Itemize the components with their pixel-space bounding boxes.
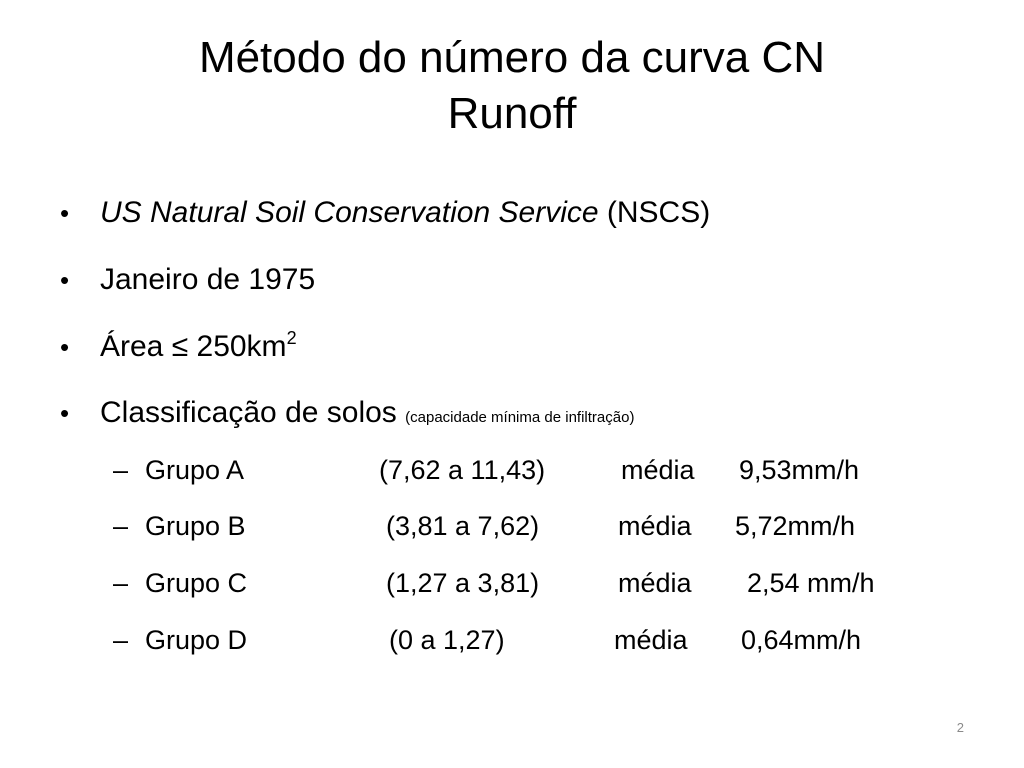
bullet-plain-text: Área ≤ 250km xyxy=(100,330,287,363)
bullet-italic-text: US Natural Soil Conservation Service xyxy=(100,196,599,229)
bullet-text xyxy=(100,393,634,438)
group-name: Grupo C xyxy=(145,568,248,598)
bullet-icon: • xyxy=(60,198,70,228)
bullet-text: Janeiro de 1975 xyxy=(100,263,316,296)
dash-icon: – xyxy=(113,568,129,598)
group-name: Grupo B xyxy=(145,511,246,541)
group-row xyxy=(113,508,963,544)
dash-icon: – xyxy=(113,625,129,655)
bullet-icon: • xyxy=(60,332,70,362)
group-row xyxy=(113,622,963,658)
dash-icon: – xyxy=(113,455,129,485)
bullet-plain-text: (NSCS) xyxy=(598,196,711,229)
group-name: Grupo D xyxy=(145,625,248,655)
bullet-plain-text: Classificação de solos xyxy=(100,396,406,429)
group-average-label: média xyxy=(618,568,692,598)
group-average-label: média xyxy=(621,455,695,485)
bullet-icon: • xyxy=(60,265,70,295)
group-average-value: 2,54 mm/h xyxy=(747,568,875,598)
bullet-icon: • xyxy=(60,398,70,428)
bullet-text xyxy=(100,327,297,370)
group-average-value: 9,53mm/h xyxy=(739,455,860,485)
group-range: (3,81 a 7,62) xyxy=(386,511,540,541)
group-row xyxy=(113,565,963,601)
group-row xyxy=(113,452,963,488)
group-average-value: 0,64mm/h xyxy=(741,625,862,655)
group-range: (0 a 1,27) xyxy=(389,625,505,655)
bullet-text xyxy=(100,193,710,233)
group-name: Grupo A xyxy=(145,455,245,485)
group-average-label: média xyxy=(618,511,692,541)
title-line-1: Método do número da curva CN xyxy=(198,33,826,82)
title-line-2: Runoff xyxy=(447,89,577,138)
page-number: 2 xyxy=(956,720,964,735)
slide-title xyxy=(60,30,964,142)
group-range: (1,27 a 3,81) xyxy=(386,568,540,598)
dash-icon: – xyxy=(113,511,129,541)
superscript: 2 xyxy=(286,328,297,348)
group-average-value: 5,72mm/h xyxy=(735,511,856,541)
bullet-note: (capacidade mínima de infiltração) xyxy=(405,409,635,426)
group-range: (7,62 a 11,43) xyxy=(379,455,546,485)
group-average-label: média xyxy=(614,625,688,655)
